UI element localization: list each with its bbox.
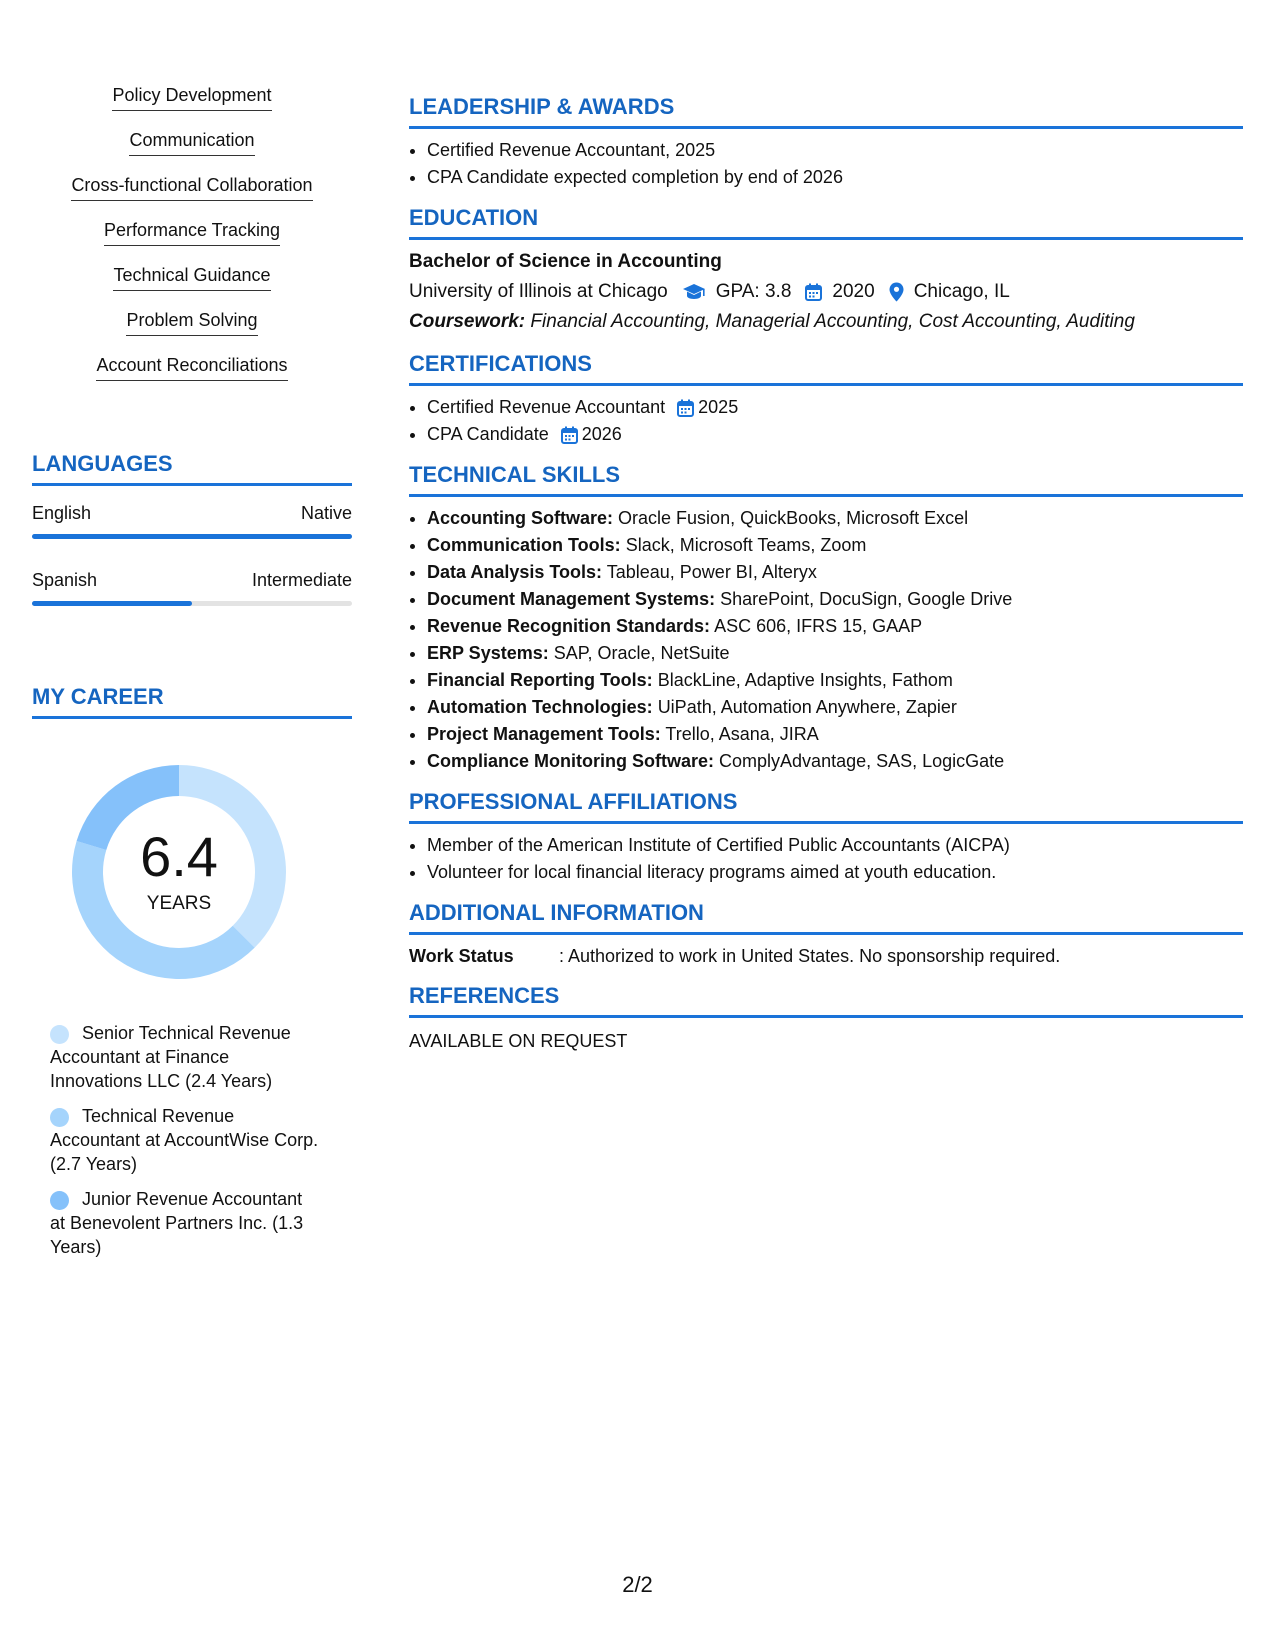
legend-dot-icon xyxy=(50,1108,69,1127)
education-year: 2020 xyxy=(832,281,875,302)
skill-item: Policy Development xyxy=(32,84,352,129)
work-status-label: Work Status xyxy=(409,946,514,966)
education-heading: EDUCATION xyxy=(409,205,1243,240)
references-text: AVAILABLE ON REQUEST xyxy=(409,1031,628,1051)
legend-dot-icon xyxy=(50,1025,69,1044)
language-row xyxy=(32,502,352,539)
career-legend-item: Junior Revenue Accountant at Benevolent Partners Inc. (1.3 Years) xyxy=(50,1189,304,1257)
skills-list xyxy=(32,84,352,399)
language-level: Native xyxy=(300,503,352,523)
references-heading: REFERENCES xyxy=(409,983,1243,1018)
language-level-fill xyxy=(32,601,192,606)
additional-info-heading: ADDITIONAL INFORMATION xyxy=(409,900,1243,935)
career-donut-chart xyxy=(64,757,294,987)
language-level-bar xyxy=(32,534,352,539)
skill-item: Communication xyxy=(32,129,352,174)
list-item: • Communication Tools: Slack, Microsoft Teams, Zoom xyxy=(427,532,1243,559)
list-item: • CPA Candidate expected completion by end of 2026 xyxy=(427,164,1243,191)
location-pin-icon xyxy=(889,282,904,302)
skill-item: Problem Solving xyxy=(32,309,352,354)
list-item: • Member of the American Institute of Certified Public Accountants (AICPA) xyxy=(427,832,1243,859)
right-column xyxy=(409,94,1243,1068)
languages-section xyxy=(32,451,352,606)
list-item: • Compliance Monitoring Software: ComplyAdvantage, SAS, LogicGate xyxy=(427,748,1243,775)
education-gpa: GPA: 3.8 xyxy=(715,281,792,302)
skill-item: Account Reconciliations xyxy=(32,354,352,399)
certifications-heading: CERTIFICATIONS xyxy=(409,351,1243,386)
leadership-section xyxy=(409,94,1243,191)
education-degree: Bachelor of Science in Accounting xyxy=(409,251,722,272)
list-item: • Document Management Systems: SharePoint, DocuSign, Google Drive xyxy=(427,586,1243,613)
list-item: • Data Analysis Tools: Tableau, Power BI, Alteryx xyxy=(427,559,1243,586)
technical-skills-section xyxy=(409,462,1243,775)
skill-item: Technical Guidance xyxy=(32,264,352,309)
left-column xyxy=(32,84,352,1270)
affiliations-section xyxy=(409,789,1243,886)
list-item: • ERP Systems: SAP, Oracle, NetSuite xyxy=(427,640,1243,667)
education-coursework: Coursework: Financial Accounting, Managerial Accounting, Cost Accounting, Auditing xyxy=(409,311,1135,332)
list-item: • Financial Reporting Tools: BlackLine, Adaptive Insights, Fathom xyxy=(427,667,1243,694)
leadership-heading: LEADERSHIP & AWARDS xyxy=(409,94,1243,129)
list-item: • Revenue Recognition Standards: ASC 606, IFRS 15, GAAP xyxy=(427,613,1243,640)
education-location: Chicago, IL xyxy=(913,281,1010,302)
language-level: Intermediate xyxy=(251,570,352,590)
language-name: English xyxy=(32,503,92,523)
list-item: • CPA Candidate 2026 xyxy=(427,421,1243,448)
list-item: • Project Management Tools: Trello, Asana, JIRA xyxy=(427,721,1243,748)
education-school: University of Illinois at Chicago xyxy=(409,281,668,302)
legend-dot-icon xyxy=(50,1191,69,1210)
calendar-icon xyxy=(561,426,578,444)
list-item: • Accounting Software: Oracle Fusion, QuickBooks, Microsoft Excel xyxy=(427,505,1243,532)
certifications-section xyxy=(409,351,1243,448)
language-row xyxy=(32,569,352,606)
list-item: • Certified Revenue Accountant 2025 xyxy=(427,394,1243,421)
education-section xyxy=(409,205,1243,337)
page-number: 2/2 xyxy=(622,1572,653,1597)
language-name: Spanish xyxy=(32,570,98,590)
career-total-unit: YEARS xyxy=(146,893,212,914)
affiliations-heading: PROFESSIONAL AFFILIATIONS xyxy=(409,789,1243,824)
skill-item: Performance Tracking xyxy=(32,219,352,264)
language-level-bar xyxy=(32,601,352,606)
work-status-value: : Authorized to work in United States. No sponsorship required. xyxy=(559,946,1061,966)
technical-skills-heading: TECHNICAL SKILLS xyxy=(409,462,1243,497)
calendar-icon xyxy=(677,399,694,417)
skill-item: Cross-functional Collaboration xyxy=(32,174,352,219)
career-heading: MY CAREER xyxy=(32,684,352,719)
calendar-icon xyxy=(805,283,822,301)
career-total-years: 6.4 xyxy=(140,825,218,888)
career-legend xyxy=(50,1021,320,1259)
languages-heading: LANGUAGES xyxy=(32,451,352,486)
career-legend-item: Technical Revenue Accountant at AccountWise Corp. (2.7 Years) xyxy=(50,1106,319,1174)
graduation-cap-icon xyxy=(682,283,706,301)
language-level-fill xyxy=(32,534,352,539)
additional-info-section xyxy=(409,900,1243,969)
career-legend-item: Senior Technical Revenue Accountant at Finance Innovations LLC (2.4 Years) xyxy=(50,1023,291,1091)
career-section xyxy=(32,684,352,1259)
references-section xyxy=(409,983,1243,1054)
list-item: • Automation Technologies: UiPath, Automation Anywhere, Zapier xyxy=(427,694,1243,721)
list-item: • Volunteer for local financial literacy programs aimed at youth education. xyxy=(427,859,1243,886)
list-item: • Certified Revenue Accountant, 2025 xyxy=(427,137,1243,164)
